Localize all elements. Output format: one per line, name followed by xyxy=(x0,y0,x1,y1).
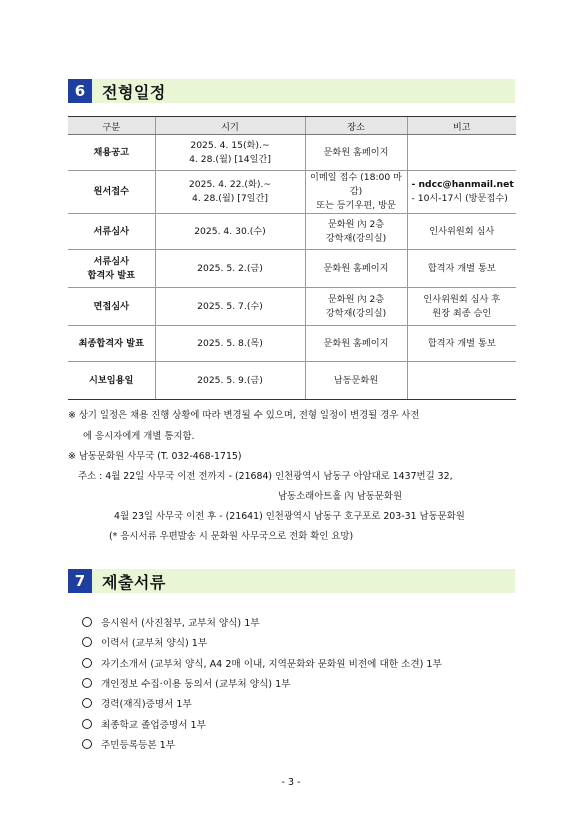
header-place: 장소 xyxy=(305,117,407,135)
row-period: 2025. 4. 15(화).~ 4. 28.(월) [14일간] xyxy=(155,135,305,171)
document-label: 응시원서 (사진첨부, 교부처 양식) 1부 xyxy=(101,618,260,630)
table-header-row xyxy=(68,117,516,135)
row-period: 2025. 5. 2.(금) xyxy=(155,250,305,288)
row-place: 문화원 홈페이지 xyxy=(305,250,407,288)
list-item xyxy=(82,653,442,673)
address-after-move: 4월 23일 사무국 이전 후 - (21641) 인천광역시 남동구 호구포로 203-31 남동문화원 xyxy=(114,511,465,522)
list-item xyxy=(82,693,442,713)
header-note: 비고 xyxy=(407,117,516,135)
table-row xyxy=(68,326,516,362)
table-row xyxy=(68,214,516,250)
row-period: 2025. 5. 8.(목) xyxy=(155,326,305,362)
document-label: 경력(재직)증명서 1부 xyxy=(101,699,192,711)
mail-confirm-note: (* 응시서류 우편발송 시 문화원 사무국으로 전화 확인 요망) xyxy=(109,531,354,542)
row-period: 2025. 5. 7.(수) xyxy=(155,288,305,326)
row-period: 2025. 5. 9.(금) xyxy=(155,362,305,400)
row-category: 최종합격자 발표 xyxy=(68,326,155,362)
circle-bullet-icon xyxy=(82,678,92,688)
circle-bullet-icon xyxy=(82,658,92,668)
row-category: 면접심사 xyxy=(68,288,155,326)
row-category: 서류심사 xyxy=(68,214,155,250)
section-6-number: 6 xyxy=(68,79,92,103)
document-label: 개인정보 수집·이용 동의서 (교부처 양식) 1부 xyxy=(101,679,291,691)
row-category: 채용공고 xyxy=(68,135,155,171)
page-number: - 3 - xyxy=(281,777,301,788)
schedule-table xyxy=(68,116,516,400)
row-category: 원서접수 xyxy=(68,171,155,214)
list-item xyxy=(82,734,442,754)
list-item xyxy=(82,713,442,733)
header-period: 시기 xyxy=(155,117,305,135)
section-7-header xyxy=(68,569,515,593)
row-place: 문화원 홈페이지 xyxy=(305,135,407,171)
row-note: 인사위원회 심사 후 원장 최종 승인 xyxy=(407,288,516,326)
row-note xyxy=(407,171,516,214)
circle-bullet-icon xyxy=(82,739,92,749)
document-label: 이력서 (교부처 양식) 1부 xyxy=(101,638,208,650)
section-7-number: 7 xyxy=(68,569,92,593)
circle-bullet-icon xyxy=(82,698,92,708)
row-place: 문화원 內 2층 강학재(강의실) xyxy=(305,288,407,326)
row-place: 이메일 접수 (18:00 마감) 또는 등기우편, 방문 xyxy=(305,171,407,214)
row-note xyxy=(407,135,516,171)
list-item xyxy=(82,632,442,652)
table-row xyxy=(68,135,516,171)
circle-bullet-icon xyxy=(82,617,92,627)
list-item xyxy=(82,673,442,693)
required-documents-list xyxy=(82,612,442,754)
row-note xyxy=(407,362,516,400)
circle-bullet-icon xyxy=(82,637,92,647)
row-note: 인사위원회 심사 xyxy=(407,214,516,250)
section-6-title: 전형일정 xyxy=(102,82,166,102)
address-before-move: 주소 : 4월 22일 사무국 이전 전까지 - (21684) 인천광역시 남동구 아암대로 1437번길 32, xyxy=(78,471,453,482)
row-place: 문화원 홈페이지 xyxy=(305,326,407,362)
table-row xyxy=(68,288,516,326)
row-period: 2025. 4. 22.(화).~ 4. 28.(월) [7일간] xyxy=(155,171,305,214)
document-label: 최종학교 졸업증명서 1부 xyxy=(101,719,206,731)
table-row xyxy=(68,250,516,288)
schedule-change-note-cont: 에 응시자에게 개별 통지함. xyxy=(83,431,195,442)
header-category: 구분 xyxy=(68,117,155,135)
row-place: 남동문화원 xyxy=(305,362,407,400)
row-period: 2025. 4. 30.(수) xyxy=(155,214,305,250)
list-item xyxy=(82,612,442,632)
email-address: - ndcc@hanmail.net xyxy=(411,179,514,190)
row-note: 합격자 개별 통보 xyxy=(407,250,516,288)
row-category: 시보임용일 xyxy=(68,362,155,400)
office-contact: ※ 남동문화원 사무국 (T. 032-468-1715) xyxy=(68,451,242,462)
schedule-change-note: ※ 상기 일정은 채용 진행 상황에 따라 변경될 수 있으며, 전형 일정이 변경될 경우 사전 xyxy=(68,410,420,421)
table-row xyxy=(68,171,516,214)
row-category: 서류심사 합격자 발표 xyxy=(68,250,155,288)
document-label: 주민등록등본 1부 xyxy=(101,739,176,751)
row-note: 합격자 개별 통보 xyxy=(407,326,516,362)
table-row xyxy=(68,362,516,400)
address-before-move-cont: 남동소래아트홀 內 남동문화원 xyxy=(278,491,403,502)
circle-bullet-icon xyxy=(82,719,92,729)
section-6-header xyxy=(68,79,515,103)
row-place: 문화원 內 2층 강학재(강의실) xyxy=(305,214,407,250)
visit-hours: - 10시-17시 (방문접수) xyxy=(411,193,508,204)
document-label: 자기소개서 (교부처 양식, A4 2매 이내, 지역문화와 문화원 비전에 대한 소견) 1부 xyxy=(101,658,442,670)
section-7-title: 제출서류 xyxy=(102,572,166,592)
